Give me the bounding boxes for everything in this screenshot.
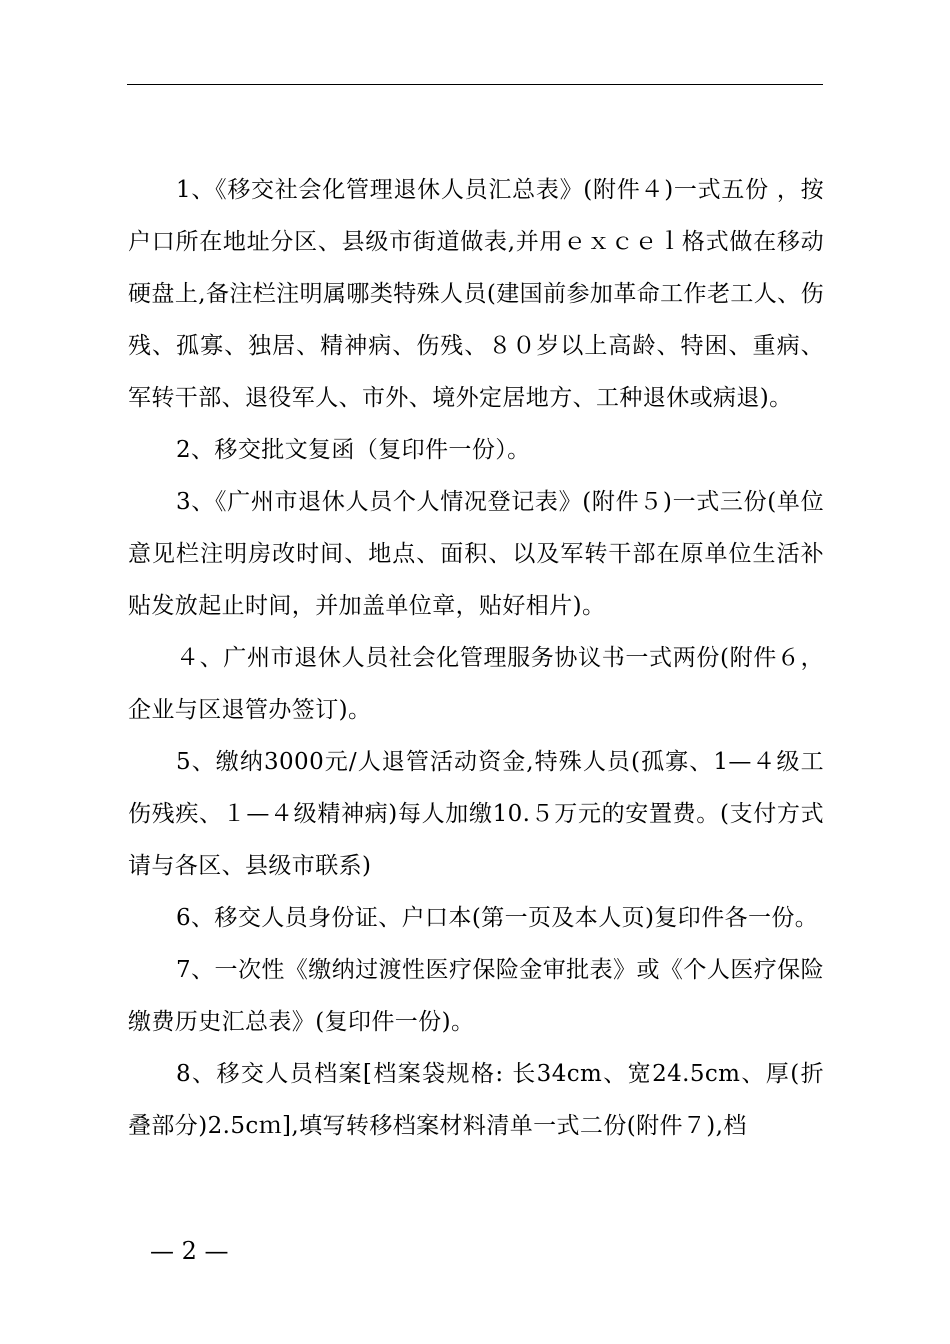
paragraph-2: 2、移交批文复函（复印件一份）。 <box>176 437 531 463</box>
paragraph-4: ４、广州市退休人员社会化管理服务协议书一式两份(附件６，企业与区退管办签订)。 <box>128 645 824 723</box>
header-rule <box>127 84 823 85</box>
document-body <box>128 164 824 1152</box>
paragraph-6: 6、移交人员身份证、户口本(第一页及本人页)复印件各一份。 <box>176 905 819 931</box>
paragraph-7: 7、一次性《缴纳过渡性医疗保险金审批表》或《个人医疗保险缴费历史汇总表》(复印件一份)。 <box>128 957 824 1035</box>
page-number: — 2 — <box>150 1237 229 1265</box>
paragraph-5: 5、缴纳3000元/人退管活动资金,特殊人员(孤寡、1—４级工伤残疾、１—４级精神病)每人加缴10.５万元的安置费。(支付方式请与各区、县级市联系) <box>128 749 824 879</box>
paragraph-3: 3、《广州市退休人员个人情况登记表》(附件５)一式三份(单位意见栏注明房改时间、地点、面积、以及军转干部在原单位生活补贴发放起止时间，并加盖单位章，贴好相片)。 <box>128 489 824 619</box>
paragraph-1: 1、《移交社会化管理退休人员汇总表》(附件４)一式五份 ，按户口所在地址分区、县级市街道做表,并用ｅｘｃｅｌ格式做在移动硬盘上,备注栏注明属哪类特殊人员(建国前参加革命工作老工人、伤残、孤寡、独居、精神病、伤残、８０岁以上高龄、特困、重病、军转干部、退役军人、市外、境外定居地方、工种退休或病退)。 <box>128 177 824 411</box>
paragraph-8: 8、移交人员档案[档案袋规格: 长34cm、宽24.5cm、厚(折叠部分)2.5cｍ],填写转移档案材料清单一式二份(附件７),档 <box>128 1061 824 1139</box>
